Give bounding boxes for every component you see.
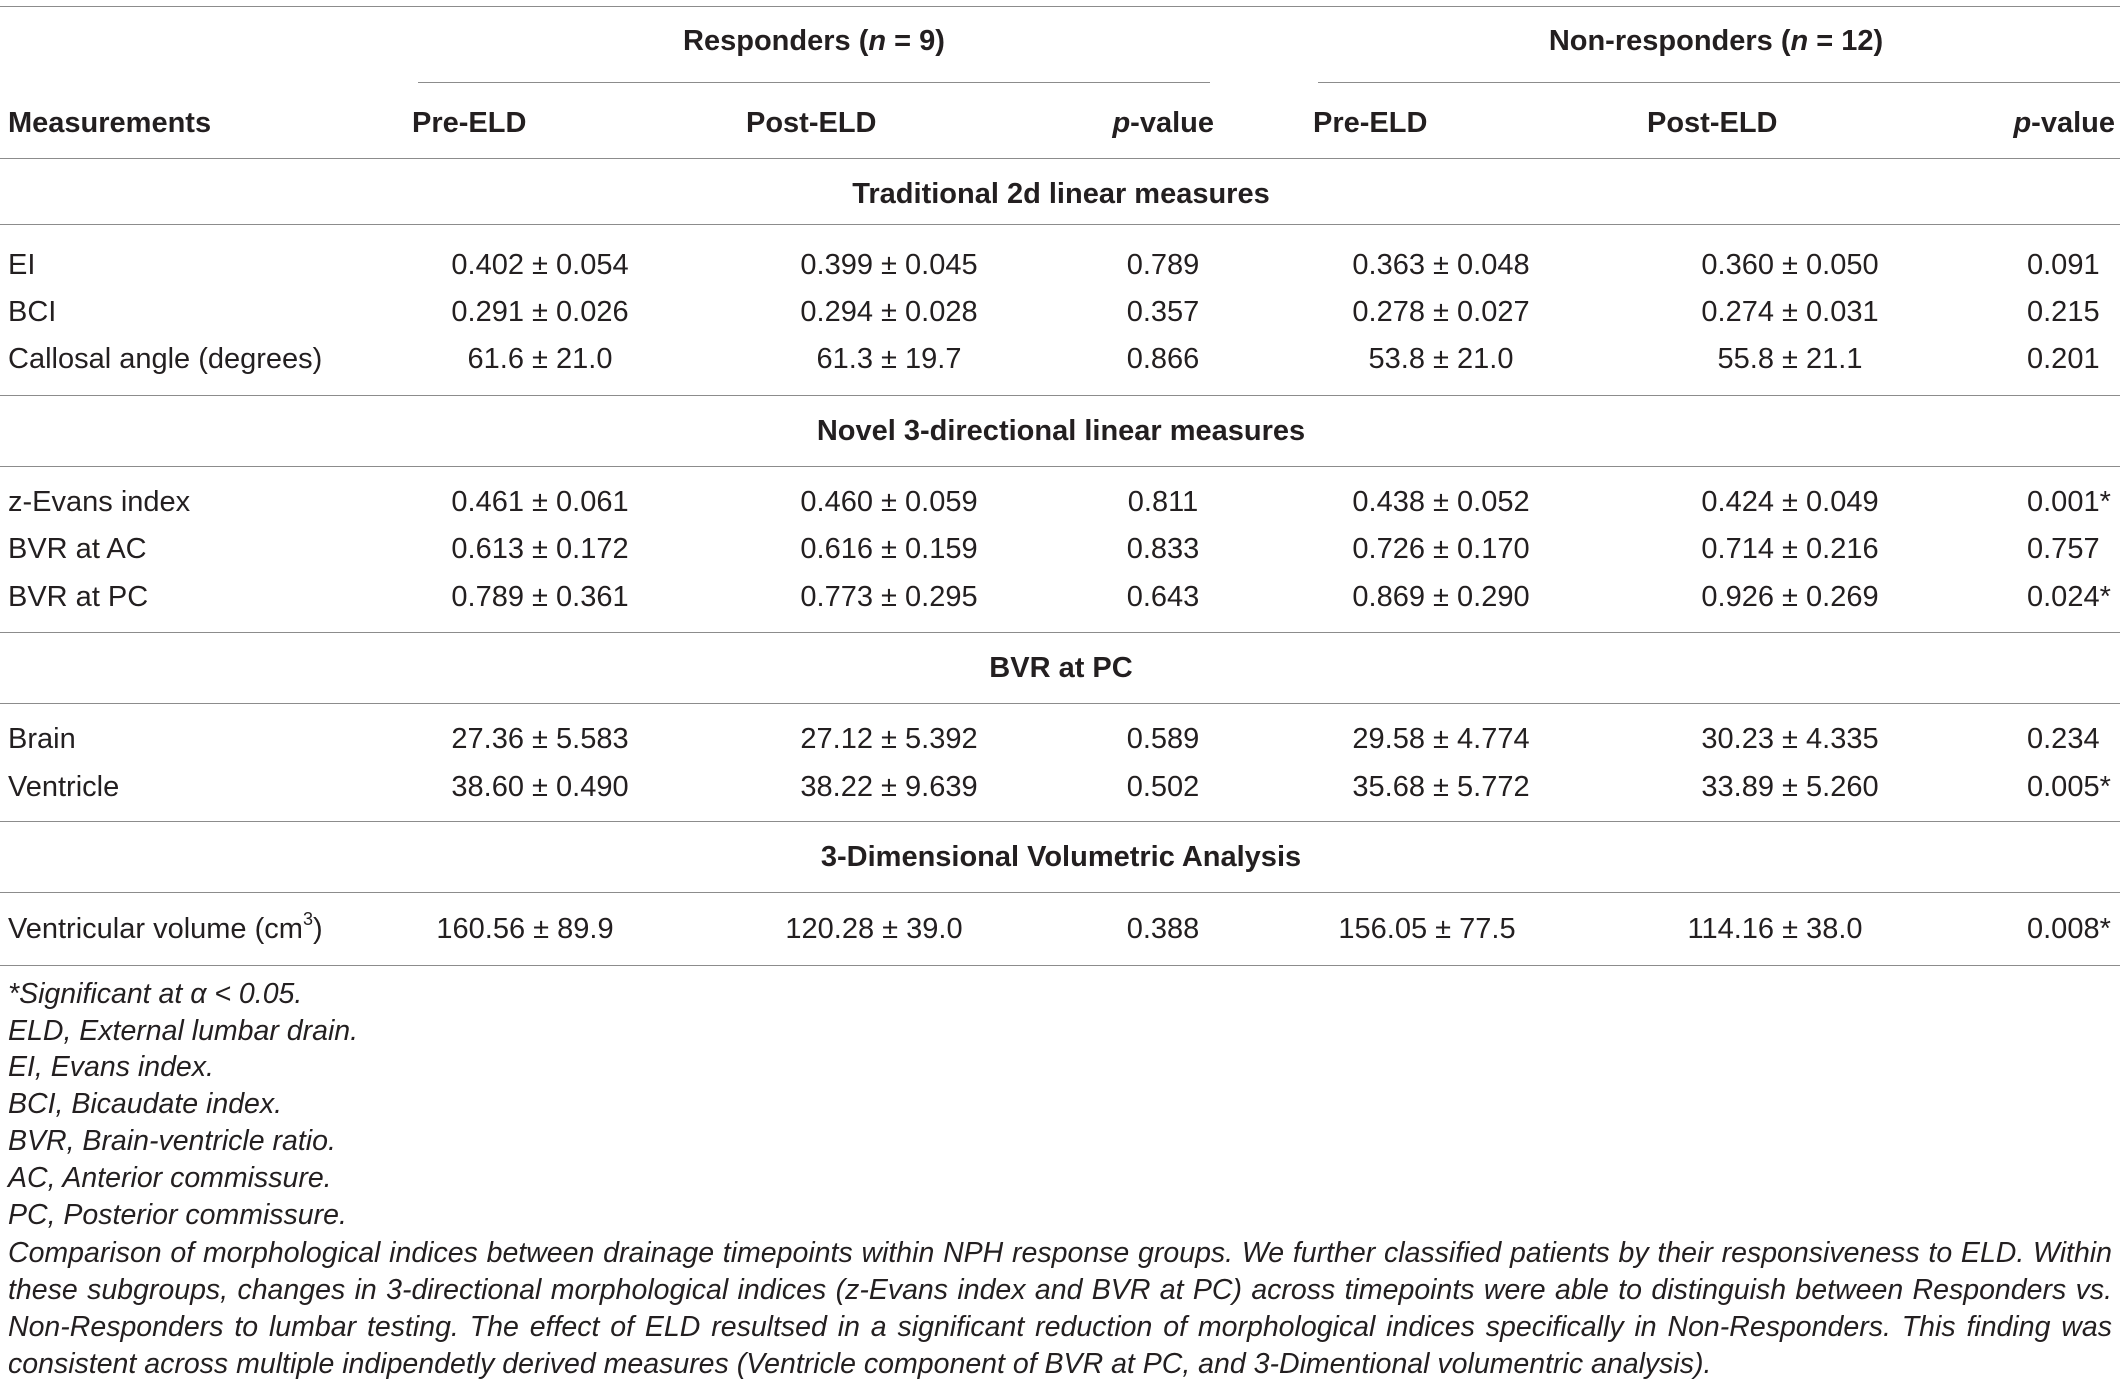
responders-p-cell: 0.589 [1126,723,1200,755]
nonresponders-pre-cell: 156.05 ± 77.5 [1338,913,1516,945]
responders-post-cell: 0.294 ± 0.028 [800,296,978,328]
responders-p-cell: 0.833 [1126,533,1200,565]
footnote: EI, Evans index. [8,1051,214,1083]
section-title: BVR at PC [989,652,1133,684]
nonresponders-post-cell: 0.360 ± 0.050 [1701,249,1879,281]
nonresponders-p-cell: 0.215 [2027,296,2100,328]
responders-pre-cell: 160.56 ± 89.9 [436,913,614,945]
responders-pre-cell: 0.461 ± 0.061 [451,486,629,518]
footnote: *Significant at α < 0.05. [8,978,303,1010]
responders-p-cell: 0.811 [1127,486,1199,518]
nonresponders-pre-cell: 0.278 ± 0.027 [1352,296,1530,328]
responders-p-cell: 0.866 [1126,343,1200,375]
responders-pre-cell: 27.36 ± 5.583 [451,723,629,755]
responders-post-cell: 120.28 ± 39.0 [785,913,963,945]
row-label: Ventricle [8,771,120,803]
section-rule [0,892,2120,893]
responders-p-cell: 0.502 [1126,771,1200,803]
group-header-nonresponders: Non-responders (n = 12) [1548,25,1884,57]
group-header-responders: Responders (n = 9) [683,25,945,57]
row-label: z-Evans index [8,486,191,518]
nonresponders-p-cell: 0.091 [2027,249,2100,281]
nonresponders-pre-cell: 0.363 ± 0.048 [1352,249,1530,281]
nonresponders-post-cell: 0.274 ± 0.031 [1701,296,1879,328]
section-rule [0,632,2120,633]
section-rule [0,224,2120,225]
nonresponders-p-cell: 0.008* [2027,913,2111,945]
nonresponders-p-cell: 0.024* [2027,581,2111,613]
column-header-nonresponders-post: Post-ELD [1647,107,1778,139]
nonresponders-post-cell: 33.89 ± 5.260 [1701,771,1879,803]
row-label: BCI [8,296,57,328]
row-label: Callosal angle (degrees) [8,343,323,375]
nonresponders-post-cell: 0.926 ± 0.269 [1701,581,1879,613]
nonresponders-pre-cell: 0.726 ± 0.170 [1352,533,1530,565]
column-header-nonresponders-pre: Pre-ELD [1313,107,1428,139]
column-header-nonresponders-p: p-value [2013,107,2115,139]
responders-post-cell: 0.460 ± 0.059 [800,486,978,518]
nonresponders-post-cell: 0.424 ± 0.049 [1701,486,1879,518]
column-header-responders-pre: Pre-ELD [412,107,527,139]
responders-p-cell: 0.789 [1126,249,1200,281]
responders-p-cell: 0.388 [1126,913,1200,945]
nonresponders-group-rule [1318,82,2120,83]
nonresponders-p-cell: 0.001* [2027,486,2111,518]
table-bottom-rule [0,965,2120,966]
nonresponders-pre-cell: 53.8 ± 21.0 [1368,343,1514,375]
footnote: BVR, Brain-ventricle ratio. [8,1125,336,1157]
section-rule [0,703,2120,704]
column-header-measurements: Measurements [8,107,212,139]
nonresponders-post-cell: 0.714 ± 0.216 [1701,533,1879,565]
responders-pre-cell: 0.291 ± 0.026 [451,296,629,328]
section-title: Novel 3-directional linear measures [816,415,1306,447]
top-rule [0,6,2120,7]
nonresponders-p-cell: 0.005* [2027,771,2111,803]
footnote: AC, Anterior commissure. [8,1162,332,1194]
row-label: BVR at PC [8,581,149,613]
header-bottom-rule [0,158,2120,159]
responders-p-cell: 0.643 [1126,581,1200,613]
responders-post-cell: 38.22 ± 9.639 [800,771,978,803]
section-rule [0,466,2120,467]
responders-pre-cell: 0.613 ± 0.172 [451,533,629,565]
nonresponders-post-cell: 114.16 ± 38.0 [1687,913,1863,945]
responders-post-cell: 61.3 ± 19.7 [816,343,962,375]
nonresponders-pre-cell: 0.438 ± 0.052 [1352,486,1530,518]
nonresponders-post-cell: 55.8 ± 21.1 [1717,343,1863,375]
nonresponders-p-cell: 0.234 [2027,723,2100,755]
section-title: 3-Dimensional Volumetric Analysis [820,841,1302,873]
responders-pre-cell: 61.6 ± 21.0 [467,343,613,375]
nonresponders-pre-cell: 29.58 ± 4.774 [1352,723,1530,755]
row-label: EI [8,249,36,281]
row-label: BVR at AC [8,533,147,565]
responders-pre-cell: 38.60 ± 0.490 [451,771,629,803]
footnote: BCI, Bicaudate index. [8,1088,283,1120]
responders-post-cell: 27.12 ± 5.392 [800,723,978,755]
responders-p-cell: 0.357 [1126,296,1200,328]
nonresponders-pre-cell: 0.869 ± 0.290 [1352,581,1530,613]
responders-post-cell: 0.616 ± 0.159 [800,533,978,565]
responders-pre-cell: 0.789 ± 0.361 [451,581,629,613]
responders-group-rule [418,82,1210,83]
row-label: Brain [8,723,76,755]
column-header-responders-post: Post-ELD [746,107,877,139]
row-label: Ventricular volume $(cm^3)$ [8,909,323,945]
responders-pre-cell: 0.402 ± 0.054 [451,249,629,281]
section-rule [0,821,2120,822]
nonresponders-post-cell: 30.23 ± 4.335 [1701,723,1879,755]
section-rule [0,395,2120,396]
responders-post-cell: 0.773 ± 0.295 [800,581,978,613]
footnote: PC, Posterior commissure. [8,1199,347,1231]
nonresponders-p-cell: 0.757 [2027,533,2100,565]
footnote: ELD, External lumbar drain. [8,1015,359,1047]
section-title: Traditional 2d linear measures [852,178,1270,210]
responders-post-cell: 0.399 ± 0.045 [800,249,978,281]
table-caption: Comparison of morphological indices between drainage timepoints within NPH response groups. We further classified patients by their responsiveness to ELD. Within these subgroups, changes in 3-directional morphological indices (z-Evans index and BVR at PC) across timepoints were able to distinguish between Responders vs. Non-Responders to lumbar testing. The effect of ELD resultsed in a significant reduction of morphological indices specifically in Non-Responders. This finding was consistent across multiple indipendetly derived measures (Ventricle component of BVR at PC, and 3-Dimentional volumentric analysis). [8,1237,2112,1380]
nonresponders-p-cell: 0.201 [2027,343,2100,375]
nonresponders-pre-cell: 35.68 ± 5.772 [1352,771,1530,803]
column-header-responders-p: p-value [1112,107,1214,139]
